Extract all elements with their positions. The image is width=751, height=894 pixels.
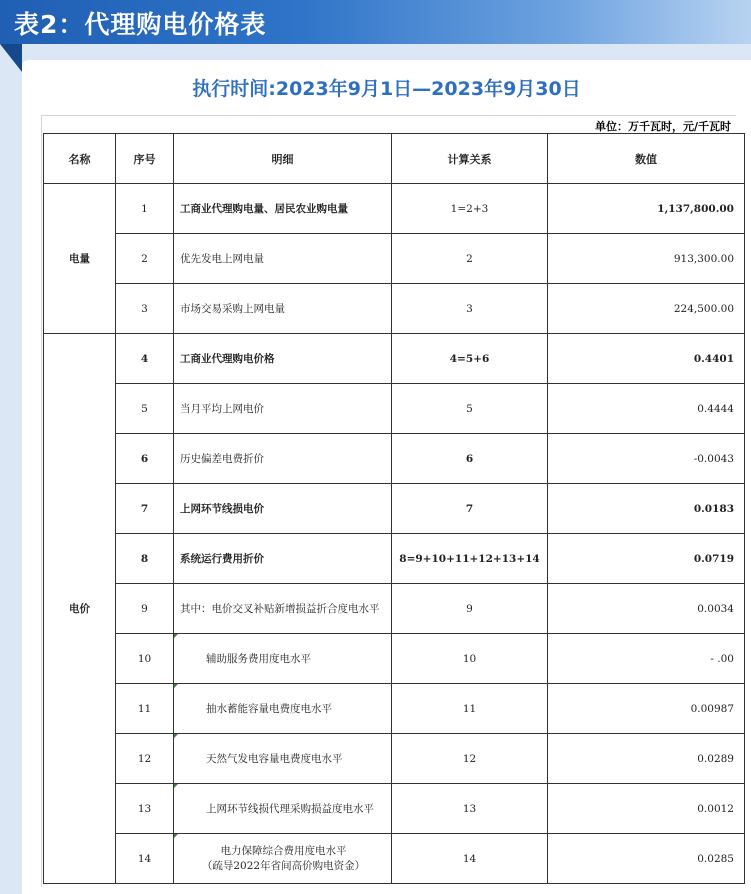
row-detail: 优先发电上网电量 — [174, 234, 392, 284]
row-calc: 8=9+10+11+12+13+14 — [392, 534, 548, 584]
row-calc: 12 — [392, 734, 548, 784]
row-value: 0.0012 — [548, 784, 745, 834]
table-row — [44, 334, 745, 384]
table-row — [44, 584, 745, 634]
table-header-row — [44, 134, 745, 184]
row-detail: 市场交易采购上网电量 — [174, 284, 392, 334]
table-row — [44, 234, 745, 284]
row-no: 7 — [116, 484, 174, 534]
table-row — [44, 534, 745, 584]
row-calc: 1=2+3 — [392, 184, 548, 234]
execution-period: 执行时间:2023年9月1日—2023年9月30日 — [192, 78, 581, 100]
row-value: 0.0289 — [548, 734, 745, 784]
column-header: 序号 — [116, 134, 174, 184]
row-value: 0.0034 — [548, 584, 745, 634]
row-calc: 6 — [392, 434, 548, 484]
row-no: 10 — [116, 634, 174, 684]
row-detail-line2: （疏导2022年省间高价购电资金） — [201, 859, 366, 872]
column-header: 名称 — [44, 134, 116, 184]
row-no: 13 — [116, 784, 174, 834]
row-detail-line1: 电力保障综合费用度电水平 — [220, 844, 347, 857]
table-row — [44, 834, 745, 884]
column-header: 明细 — [174, 134, 392, 184]
row-value: -0.0043 — [548, 434, 745, 484]
table-row — [44, 184, 745, 234]
row-no: 3 — [116, 284, 174, 334]
row-detail-multiline — [174, 834, 392, 884]
banner-fold — [0, 44, 22, 72]
row-detail: 抽水蓄能容量电费度电水平 — [174, 684, 392, 734]
row-value: 0.00987 — [548, 684, 745, 734]
unit-label: 单位：万千瓦时，元/千瓦时 — [594, 120, 731, 133]
row-detail: 天然气发电容量电费度电水平 — [174, 734, 392, 784]
price-table — [43, 133, 745, 884]
row-no: 1 — [116, 184, 174, 234]
row-value: 0.4401 — [548, 334, 745, 384]
page-title: 表2：代理购电价格表 — [14, 10, 267, 39]
row-calc: 14 — [392, 834, 548, 884]
row-value: 0.0719 — [548, 534, 745, 584]
row-detail: 工商业代理购电量、居民农业购电量 — [174, 184, 392, 234]
row-value: 0.4444 — [548, 384, 745, 434]
row-no: 8 — [116, 534, 174, 584]
header-banner — [0, 0, 751, 44]
row-detail: 辅助服务费用度电水平 — [174, 634, 392, 684]
row-no: 6 — [116, 434, 174, 484]
row-calc: 3 — [392, 284, 548, 334]
row-calc: 11 — [392, 684, 548, 734]
row-detail: 历史偏差电费折价 — [174, 434, 392, 484]
column-header: 数值 — [548, 134, 745, 184]
table-row — [44, 684, 745, 734]
table-row — [44, 634, 745, 684]
row-no: 9 — [116, 584, 174, 634]
table-row — [44, 784, 745, 834]
table-row — [44, 384, 745, 434]
row-value: - .00 — [548, 634, 745, 684]
row-detail: 上网环节线损电价 — [174, 484, 392, 534]
column-header: 计算关系 — [392, 134, 548, 184]
table-row — [44, 484, 745, 534]
row-detail: 工商业代理购电价格 — [174, 334, 392, 384]
row-no: 11 — [116, 684, 174, 734]
row-detail: 上网环节线损代理采购损益度电水平 — [174, 784, 392, 834]
row-value: 224,500.00 — [548, 284, 745, 334]
row-no: 5 — [116, 384, 174, 434]
row-calc: 7 — [392, 484, 548, 534]
row-value: 0.0285 — [548, 834, 745, 884]
row-value: 913,300.00 — [548, 234, 745, 284]
row-calc: 10 — [392, 634, 548, 684]
row-no: 12 — [116, 734, 174, 784]
table-row — [44, 284, 745, 334]
row-detail: 系统运行费用折价 — [174, 534, 392, 584]
table-row — [44, 734, 745, 784]
row-no: 4 — [116, 334, 174, 384]
row-calc: 13 — [392, 784, 548, 834]
row-detail: 当月平均上网电价 — [174, 384, 392, 434]
table-row — [44, 434, 745, 484]
row-calc: 5 — [392, 384, 548, 434]
row-no: 14 — [116, 834, 174, 884]
group-electricity: 电量 — [44, 184, 116, 334]
row-calc: 9 — [392, 584, 548, 634]
row-no: 2 — [116, 234, 174, 284]
row-calc: 4=5+6 — [392, 334, 548, 384]
group-price: 电价 — [44, 334, 116, 884]
row-detail: 其中：电价交叉补贴新增损益折合度电水平 — [174, 584, 392, 634]
row-value: 1,137,800.00 — [548, 184, 745, 234]
row-calc: 2 — [392, 234, 548, 284]
row-value: 0.0183 — [548, 484, 745, 534]
